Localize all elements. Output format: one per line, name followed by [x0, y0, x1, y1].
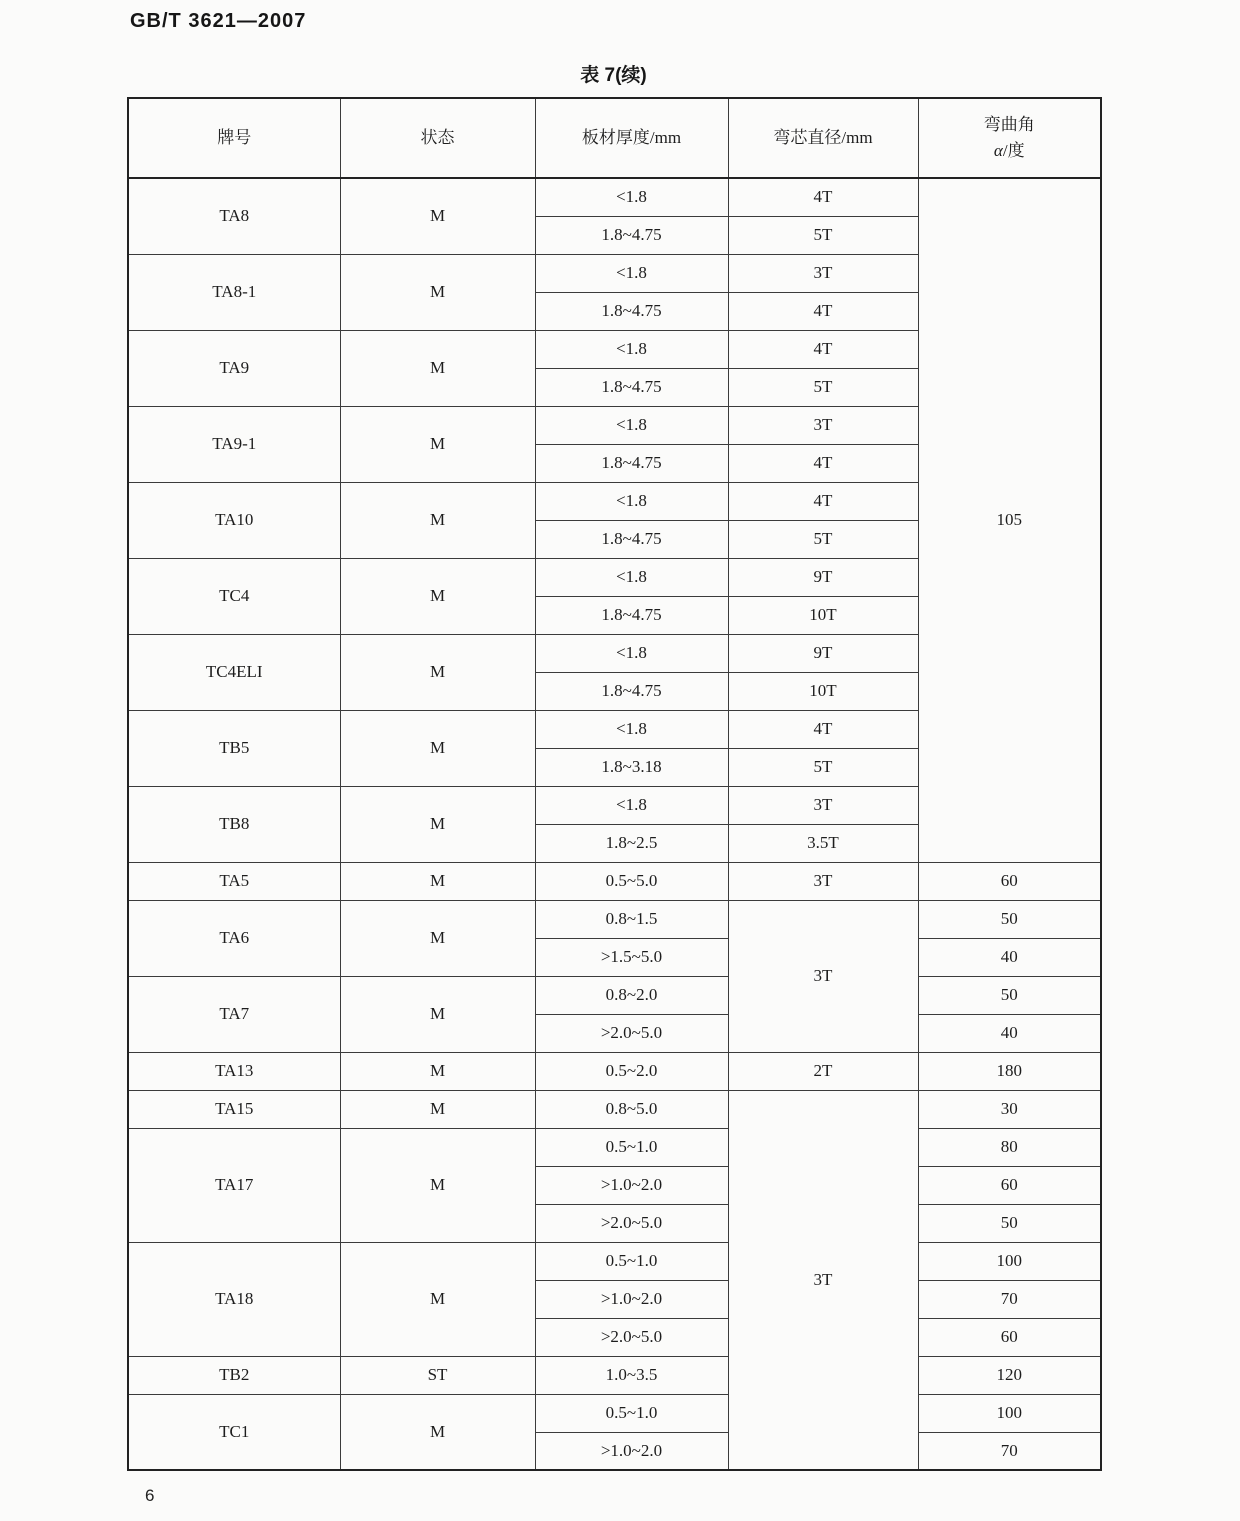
- cell-grade: TA15: [128, 1090, 340, 1128]
- cell-thickness: <1.8: [535, 482, 728, 520]
- cell-grade: TB8: [128, 786, 340, 862]
- column-header-angle: [918, 98, 1101, 178]
- cell-thickness: 0.5~1.0: [535, 1394, 728, 1432]
- table-row: [128, 862, 1101, 900]
- page-number: 6: [145, 1486, 155, 1505]
- cell-diameter: 4T: [728, 444, 918, 482]
- cell-state: M: [340, 482, 535, 558]
- cell-thickness: <1.8: [535, 558, 728, 596]
- cell-state: M: [340, 406, 535, 482]
- cell-diameter: 10T: [728, 596, 918, 634]
- alpha-symbol: α: [993, 141, 1003, 160]
- cell-thickness: >2.0~5.0: [535, 1318, 728, 1356]
- cell-angle: 50: [918, 976, 1101, 1014]
- cell-diameter: 4T: [728, 330, 918, 368]
- table-row: [128, 178, 1101, 216]
- cell-state: M: [340, 1052, 535, 1090]
- cell-angle: 60: [918, 1166, 1101, 1204]
- table-row: [128, 1242, 1101, 1280]
- cell-state: M: [340, 1242, 535, 1356]
- cell-grade: TA17: [128, 1128, 340, 1242]
- cell-angle: 40: [918, 1014, 1101, 1052]
- cell-thickness: 1.8~4.75: [535, 292, 728, 330]
- cell-angle: 60: [918, 862, 1101, 900]
- cell-grade: TA18: [128, 1242, 340, 1356]
- cell-thickness: <1.8: [535, 786, 728, 824]
- cell-state: M: [340, 634, 535, 710]
- cell-thickness: 1.8~4.75: [535, 520, 728, 558]
- cell-grade: TA7: [128, 976, 340, 1052]
- cell-diameter: 2T: [728, 1052, 918, 1090]
- cell-thickness: >1.0~2.0: [535, 1432, 728, 1470]
- cell-thickness: <1.8: [535, 406, 728, 444]
- cell-thickness: <1.8: [535, 330, 728, 368]
- cell-thickness: 0.5~1.0: [535, 1242, 728, 1280]
- cell-grade: TC4: [128, 558, 340, 634]
- table-row: [128, 976, 1101, 1014]
- cell-diameter: 4T: [728, 178, 918, 216]
- table-row: [128, 900, 1101, 938]
- cell-angle: 70: [918, 1280, 1101, 1318]
- cell-thickness: >2.0~5.0: [535, 1014, 728, 1052]
- cell-thickness: 1.8~4.75: [535, 444, 728, 482]
- cell-diameter: 10T: [728, 672, 918, 710]
- table-row: [128, 1090, 1101, 1128]
- cell-state: M: [340, 900, 535, 976]
- cell-diameter: 5T: [728, 368, 918, 406]
- cell-grade: TC1: [128, 1394, 340, 1470]
- angle-header-line2: [923, 138, 1097, 164]
- cell-diameter: 4T: [728, 482, 918, 520]
- cell-state: M: [340, 976, 535, 1052]
- cell-thickness: 1.8~2.5: [535, 824, 728, 862]
- cell-grade: TA5: [128, 862, 340, 900]
- cell-grade: TA10: [128, 482, 340, 558]
- cell-state: M: [340, 1090, 535, 1128]
- angle-unit: /度: [1002, 141, 1025, 160]
- cell-state: M: [340, 330, 535, 406]
- cell-grade: TA9: [128, 330, 340, 406]
- cell-grade: TA13: [128, 1052, 340, 1090]
- column-header-diameter: 弯芯直径/mm: [728, 98, 918, 178]
- cell-diameter: 3T: [728, 862, 918, 900]
- cell-diameter: 4T: [728, 710, 918, 748]
- cell-diameter: 9T: [728, 634, 918, 672]
- column-header-thickness: 板材厚度/mm: [535, 98, 728, 178]
- cell-grade: TB2: [128, 1356, 340, 1394]
- cell-angle: 60: [918, 1318, 1101, 1356]
- cell-diameter: 5T: [728, 520, 918, 558]
- bend-test-table: [127, 97, 1102, 1471]
- cell-thickness: <1.8: [535, 634, 728, 672]
- cell-diameter: 3T: [728, 406, 918, 444]
- cell-diameter: 3T: [728, 1090, 918, 1470]
- cell-grade: TA9-1: [128, 406, 340, 482]
- table-row: [128, 1394, 1101, 1432]
- cell-angle: 50: [918, 900, 1101, 938]
- cell-state: ST: [340, 1356, 535, 1394]
- cell-grade: TA6: [128, 900, 340, 976]
- cell-state: M: [340, 862, 535, 900]
- column-header-state: 状态: [340, 98, 535, 178]
- cell-diameter: 9T: [728, 558, 918, 596]
- cell-thickness: 1.0~3.5: [535, 1356, 728, 1394]
- cell-thickness: 0.5~5.0: [535, 862, 728, 900]
- cell-angle: 50: [918, 1204, 1101, 1242]
- cell-diameter: 5T: [728, 748, 918, 786]
- cell-diameter: 3T: [728, 900, 918, 1052]
- table-row: [128, 1128, 1101, 1166]
- cell-angle: 80: [918, 1128, 1101, 1166]
- cell-state: M: [340, 1394, 535, 1470]
- cell-thickness: >2.0~5.0: [535, 1204, 728, 1242]
- cell-thickness: >1.5~5.0: [535, 938, 728, 976]
- cell-state: M: [340, 178, 535, 254]
- cell-angle: 100: [918, 1394, 1101, 1432]
- table-row: [128, 1052, 1101, 1090]
- cell-grade: TC4ELI: [128, 634, 340, 710]
- cell-thickness: 1.8~3.18: [535, 748, 728, 786]
- cell-thickness: 0.8~2.0: [535, 976, 728, 1014]
- cell-diameter: 3T: [728, 254, 918, 292]
- standard-number: GB/T 3621—2007: [130, 10, 307, 32]
- cell-angle: 70: [918, 1432, 1101, 1470]
- cell-thickness: <1.8: [535, 710, 728, 748]
- table-row: [128, 1356, 1101, 1394]
- cell-diameter: 3T: [728, 786, 918, 824]
- cell-grade: TA8-1: [128, 254, 340, 330]
- cell-thickness: 0.5~2.0: [535, 1052, 728, 1090]
- cell-grade: TB5: [128, 710, 340, 786]
- cell-thickness: >1.0~2.0: [535, 1166, 728, 1204]
- cell-thickness: 1.8~4.75: [535, 216, 728, 254]
- cell-angle: 40: [918, 938, 1101, 976]
- header-row: [128, 98, 1101, 178]
- cell-angle: 30: [918, 1090, 1101, 1128]
- cell-thickness: 0.8~1.5: [535, 900, 728, 938]
- cell-state: M: [340, 710, 535, 786]
- cell-state: M: [340, 254, 535, 330]
- cell-diameter: 3.5T: [728, 824, 918, 862]
- cell-angle: 180: [918, 1052, 1101, 1090]
- cell-thickness: 1.8~4.75: [535, 596, 728, 634]
- cell-thickness: >1.0~2.0: [535, 1280, 728, 1318]
- cell-thickness: <1.8: [535, 178, 728, 216]
- cell-angle: 105: [918, 178, 1101, 862]
- cell-state: M: [340, 1128, 535, 1242]
- cell-angle: 120: [918, 1356, 1101, 1394]
- cell-diameter: 5T: [728, 216, 918, 254]
- cell-grade: TA8: [128, 178, 340, 254]
- cell-thickness: 0.5~1.0: [535, 1128, 728, 1166]
- angle-header-line1: 弯曲角: [983, 115, 1035, 134]
- cell-state: M: [340, 558, 535, 634]
- cell-diameter: 4T: [728, 292, 918, 330]
- cell-angle: 100: [918, 1242, 1101, 1280]
- column-header-grade: 牌号: [128, 98, 340, 178]
- cell-thickness: 1.8~4.75: [535, 368, 728, 406]
- cell-state: M: [340, 786, 535, 862]
- cell-thickness: 1.8~4.75: [535, 672, 728, 710]
- table-title: 表 7(续): [580, 65, 647, 86]
- cell-thickness: <1.8: [535, 254, 728, 292]
- cell-thickness: 0.8~5.0: [535, 1090, 728, 1128]
